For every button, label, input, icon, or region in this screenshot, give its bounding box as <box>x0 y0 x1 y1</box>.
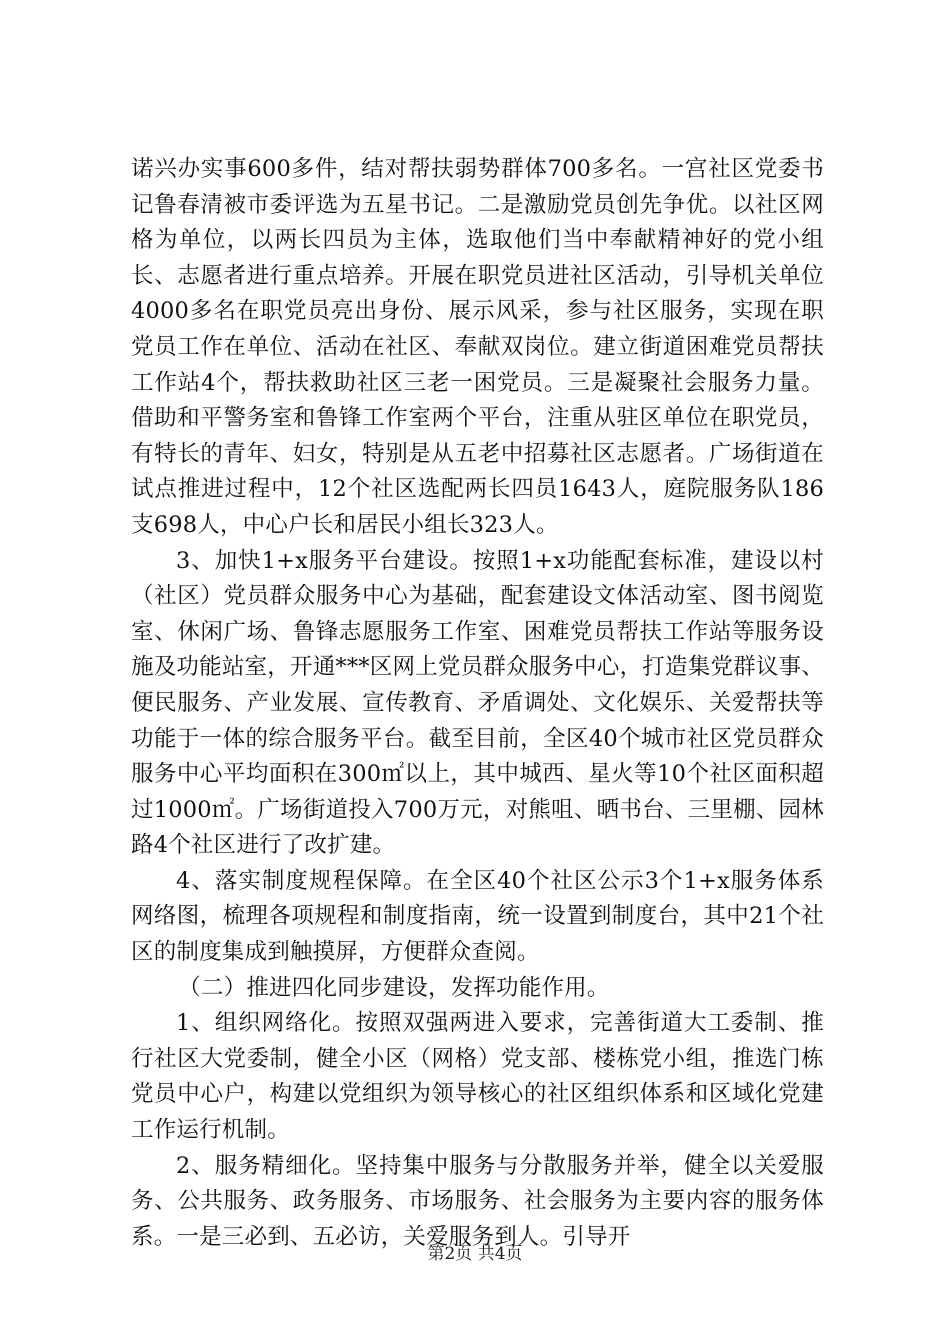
paragraph-continued: 诺兴办实事600多件，结对帮扶弱势群体700多名。一宫社区党委书记鲁春清被市委评选为五星书记。二是激励党员创先争优。以社区网格为单位，以两长四员为主体，选取他们当中奉献精神好的党小组长、志愿者进行重点培养。开展在职党员进社区活动，引导机关单位4000多名在职党员亮出身份、展示风采，参与社区服务，实现在职党员工作在单位、活动在社区、奉献双岗位。建立街道困难党员帮扶工作站4个，帮扶救助社区三老一困党员。三是凝聚社会服务力量。借助和平警务室和鲁锋工作室两个平台，注重从驻区单位在职党员，有特长的青年、妇女，特别是从五老中招募社区志愿者。广场街道在试点推进过程中，12个社区选配两长四员1643人，庭院服务队186支698人，中心户长和居民小组长323人。 <box>131 156 824 538</box>
document-body <box>131 152 824 1255</box>
paragraph-item-3-service-platform: 3、加快1+x服务平台建设。按照1+x功能配套标准，建设以村（社区）党员群众服务中心为基础，配套建设文体活动室、图书阅览室、休闲广场、鲁锋志愿服务工作室、困难党员帮扶工作站等服务设施及功能站室，开通***区网上党员群众服务中心，打造集党群议事、便民服务、产业发展、宣传教育、矛盾调处、文化娱乐、关爱帮扶等功能于一体的综合服务平台。截至目前，全区40个城市社区党员群众服务中心平均面积在300㎡以上，其中城西、星火等10个社区面积超过1000㎡。广场街道投入700万元，对熊咀、晒书台、三里棚、园林路4个社区进行了改扩建。 <box>131 547 824 859</box>
section-heading-2: （二）推进四化同步建设，发挥功能作用。 <box>178 974 610 1001</box>
paragraph-item-4-regulations: 4、落实制度规程保障。在全区40个社区公示3个1+x服务体系网络图，梳理各项规程和制度指南，统一设置到制度台，其中21个社区的制度集成到触摸屏，方便群众查阅。 <box>131 867 824 966</box>
page-footer <box>0 1243 950 1265</box>
paragraph-item-1-organization: 1、组织网络化。按照双强两进入要求，完善街道大工委制、推行社区大党委制，健全小区（网格）党支部、楼栋党小组，推选门栋党员中心户，构建以党组织为领导核心的社区组织体系和区域化党建工作运行机制。 <box>131 1010 824 1144</box>
page-number-label: 第2页 共4页 <box>427 1244 523 1264</box>
paragraph-item-2-service: 2、服务精细化。坚持集中服务与分散服务并举，健全以关爱服务、公共服务、政务服务、市场服务、社会服务为主要内容的服务体系。一是三必到、五必访，关爱服务到人。引导开 <box>131 1152 824 1250</box>
